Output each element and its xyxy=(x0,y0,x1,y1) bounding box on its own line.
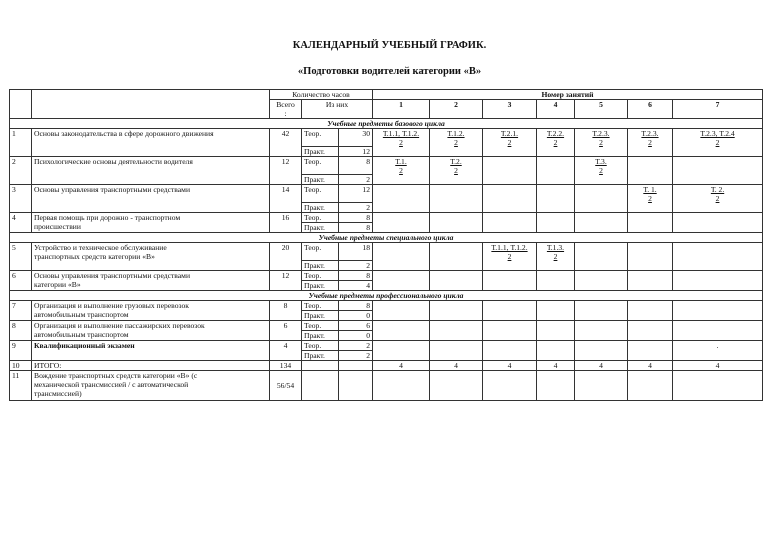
theory-hours: 6 xyxy=(339,321,373,331)
practice-label: Практ. xyxy=(302,261,339,271)
header-blank-name xyxy=(32,90,270,119)
row-number: 9 xyxy=(10,341,32,361)
table-row xyxy=(10,321,763,331)
table-row xyxy=(10,341,763,351)
practice-hours: 2 xyxy=(339,175,373,185)
col-total: 4 xyxy=(430,361,483,371)
section-professional: Учебные предметы профессионального цикла xyxy=(10,291,763,301)
row-number: 5 xyxy=(10,243,32,271)
lesson-code: Т.1.1, Т.1.2. xyxy=(491,243,528,252)
lesson-code: Т.1.1, Т.1.2. xyxy=(382,129,420,138)
row-number: 3 xyxy=(10,185,32,213)
practice-label: Практ. xyxy=(302,311,339,321)
total-hours: 16 xyxy=(270,213,302,233)
lesson-cell xyxy=(537,243,575,271)
lesson-hours: 2 xyxy=(599,166,603,175)
lesson-code: Т.1.2. xyxy=(447,129,465,138)
subject-name xyxy=(32,213,270,233)
schedule-table xyxy=(9,89,763,401)
total-hours: 20 xyxy=(270,243,302,271)
lesson-hours: 2 xyxy=(399,138,403,147)
lesson-cell xyxy=(575,185,628,213)
table-row xyxy=(10,271,763,281)
header-col-2: 2 xyxy=(430,100,483,119)
practice-label: Практ. xyxy=(302,175,339,185)
table-row xyxy=(10,243,763,261)
subject-name-line: Основы управления транспортными средствами xyxy=(34,271,191,280)
lesson-code: Т.1.3. xyxy=(546,243,565,252)
table-row xyxy=(10,157,763,175)
total-hours: 42 xyxy=(270,129,302,157)
lesson-hours: 2 xyxy=(507,252,512,261)
theory-hours: 8 xyxy=(339,213,373,223)
header-blank-n xyxy=(10,90,32,119)
lesson-cell xyxy=(483,185,537,213)
subject-name-line: Устройство и техническое обслуживание xyxy=(34,243,167,252)
practice-hours: 8 xyxy=(339,223,373,233)
subject-name: Квалификационный экзамен xyxy=(32,341,270,361)
subject-name-line: категории «В» xyxy=(34,280,81,289)
header-col-5: 5 xyxy=(575,100,628,119)
col-total: 4 xyxy=(483,361,537,371)
header-of-them: Из них xyxy=(302,100,373,119)
subject-name: ИТОГО: xyxy=(32,361,270,371)
header-row-1 xyxy=(10,90,763,100)
lesson-hours: 2 xyxy=(507,138,512,147)
row-number: 10 xyxy=(10,361,32,371)
practice-label: Практ. xyxy=(302,331,339,341)
practice-hours: 0 xyxy=(339,331,373,341)
subject-name xyxy=(32,321,270,341)
lesson-cell xyxy=(673,129,763,157)
theory-label: Теор. xyxy=(302,213,339,223)
lesson-cell xyxy=(575,157,628,185)
theory-label: Теор. xyxy=(302,271,339,281)
lesson-cell xyxy=(373,129,430,157)
practice-label: Практ. xyxy=(302,203,339,213)
theory-hours: 30 xyxy=(339,129,373,147)
subject-name xyxy=(32,371,270,401)
row-number: 7 xyxy=(10,301,32,321)
practice-hours: 12 xyxy=(339,147,373,157)
lesson-cell xyxy=(430,157,483,185)
lesson-cell xyxy=(628,129,673,157)
lesson-hours: 2 xyxy=(715,138,720,147)
lesson-code: Т.3. xyxy=(595,157,607,166)
col-total: 4 xyxy=(373,361,430,371)
theory-hours: 18 xyxy=(339,243,373,261)
theory-hours: 8 xyxy=(339,157,373,175)
practice-hours: 2 xyxy=(339,261,373,271)
col-total: 4 xyxy=(628,361,673,371)
lesson-code: Т.2. xyxy=(450,157,462,166)
lesson-cell xyxy=(483,243,537,271)
document-title: КАЛЕНДАРНЫЙ УЧЕБНЫЙ ГРАФИК. xyxy=(292,40,487,51)
section-basic: Учебные предметы базового цикла xyxy=(10,119,763,129)
total-hours: 12 xyxy=(270,271,302,291)
lesson-cell xyxy=(628,185,673,213)
subject-name-line: Вождение транспортных средств категории «В» (с xyxy=(34,371,198,380)
table-row xyxy=(10,371,763,401)
total-hours: 8 xyxy=(270,301,302,321)
theory-hours: 2 xyxy=(339,341,373,351)
lesson-hours: 2 xyxy=(454,138,458,147)
subject-name: Основы управления транспортными средствами xyxy=(32,185,270,213)
document-subtitle: «Подготовки водителей категории «В» xyxy=(297,66,482,77)
lesson-hours: 2 xyxy=(648,194,652,203)
practice-hours: 4 xyxy=(339,281,373,291)
lesson-code: Т.1. xyxy=(395,157,407,166)
theory-label: Теор. xyxy=(302,157,339,175)
subject-name-line: происшествии xyxy=(34,222,81,231)
row-number: 4 xyxy=(10,213,32,233)
theory-hours: 8 xyxy=(339,301,373,311)
practice-hours: 0 xyxy=(339,311,373,321)
header-col-7: 7 xyxy=(673,100,763,119)
theory-label: Теор. xyxy=(302,243,339,261)
subject-name xyxy=(32,301,270,321)
lesson-cell xyxy=(537,129,575,157)
total-hours: 134 xyxy=(270,361,302,371)
lesson-hours: 2 xyxy=(553,252,558,261)
table-row xyxy=(10,129,763,147)
total-hours: 14 xyxy=(270,185,302,213)
header-lesson-number: Номер занятий xyxy=(373,90,763,100)
lesson-cell xyxy=(673,185,763,213)
practice-label: Практ. xyxy=(302,223,339,233)
lesson-cell xyxy=(483,129,537,157)
lesson-cell xyxy=(575,129,628,157)
subject-name-line: Организация и выполнение грузовых перевозок xyxy=(34,301,189,310)
theory-label: Теор. xyxy=(302,321,339,331)
header-col-3: 3 xyxy=(483,100,537,119)
lesson-code: Т.2.2. xyxy=(546,129,565,138)
lesson-cell xyxy=(673,157,763,185)
lesson-hours: 2 xyxy=(553,138,558,147)
theory-label: Теор. xyxy=(302,301,339,311)
subject-name xyxy=(32,243,270,271)
subject-name-line: автомобильным транспортом xyxy=(34,330,129,339)
subject-name-line: трансмиссией) xyxy=(34,389,82,398)
section-special: Учебные предметы специального цикла xyxy=(10,233,763,243)
row-number: 11 xyxy=(10,371,32,401)
header-col-4: 4 xyxy=(537,100,575,119)
total-hours: 12 xyxy=(270,157,302,185)
lesson-hours: 2 xyxy=(648,138,652,147)
theory-label: Теор. xyxy=(302,341,339,351)
lesson-cell xyxy=(430,129,483,157)
lesson-cell xyxy=(373,185,430,213)
lesson-hours: 2 xyxy=(399,166,403,175)
lesson-code: Т. 1. xyxy=(643,185,657,194)
table-row xyxy=(10,185,763,203)
total-hours: 6 xyxy=(270,321,302,341)
practice-label: Практ. xyxy=(302,351,339,361)
header-col-6: 6 xyxy=(628,100,673,119)
lesson-cell xyxy=(483,157,537,185)
lesson-cell xyxy=(430,185,483,213)
lesson-code: Т. 2. xyxy=(710,185,725,194)
lesson-hours: 2 xyxy=(599,138,603,147)
theory-label: Теор. xyxy=(302,185,339,203)
lesson-cell xyxy=(537,157,575,185)
practice-label: Практ. xyxy=(302,147,339,157)
table-row xyxy=(10,213,763,223)
lesson-code: Т.2.3. xyxy=(592,129,610,138)
exam-mark: . xyxy=(673,341,763,361)
practice-hours: 2 xyxy=(339,351,373,361)
lesson-cell xyxy=(537,185,575,213)
row-number: 1 xyxy=(10,129,32,157)
lesson-cell xyxy=(628,157,673,185)
header-total xyxy=(270,100,302,119)
lesson-code: Т.2.1. xyxy=(500,129,519,138)
subject-name-line: механической трансмиссией / с автоматической xyxy=(34,380,189,389)
total-hours: 4 xyxy=(270,341,302,361)
subject-name xyxy=(32,271,270,291)
row-number: 2 xyxy=(10,157,32,185)
theory-hours: 8 xyxy=(339,271,373,281)
table-row xyxy=(10,301,763,311)
row-number: 8 xyxy=(10,321,32,341)
subject-name: Основы законодательства в сфере дорожного движения xyxy=(32,129,270,157)
total-row xyxy=(10,361,763,371)
subject-name-line: автомобильным транспортом xyxy=(34,310,129,319)
col-total: 4 xyxy=(537,361,575,371)
theory-label: Теор. xyxy=(302,129,339,147)
lesson-hours: 2 xyxy=(454,166,458,175)
lesson-code: Т.2.3. xyxy=(641,129,659,138)
col-total: 4 xyxy=(673,361,763,371)
subject-name-line: транспортных средств категории «В» xyxy=(34,252,155,261)
practice-hours: 2 xyxy=(339,203,373,213)
col-total: 4 xyxy=(575,361,628,371)
theory-hours: 12 xyxy=(339,185,373,203)
subject-name: Психологические основы деятельности водителя xyxy=(32,157,270,185)
lesson-cell xyxy=(373,157,430,185)
practice-label: Практ. xyxy=(302,281,339,291)
header-col-1: 1 xyxy=(373,100,430,119)
subject-name-line: Организация и выполнение пассажирских перевозок xyxy=(34,321,205,330)
row-number: 6 xyxy=(10,271,32,291)
total-hours: 56/54 xyxy=(270,371,302,401)
lesson-code: Т.2.3, Т.2.4 xyxy=(700,129,735,138)
header-hours: Количество часов xyxy=(270,90,373,100)
subject-name-line: Первая помощь при дорожно - транспортном xyxy=(34,213,181,222)
header-total-label: Всего xyxy=(276,100,295,109)
lesson-hours: 2 xyxy=(715,194,720,203)
header-total-dot: : xyxy=(284,109,287,118)
